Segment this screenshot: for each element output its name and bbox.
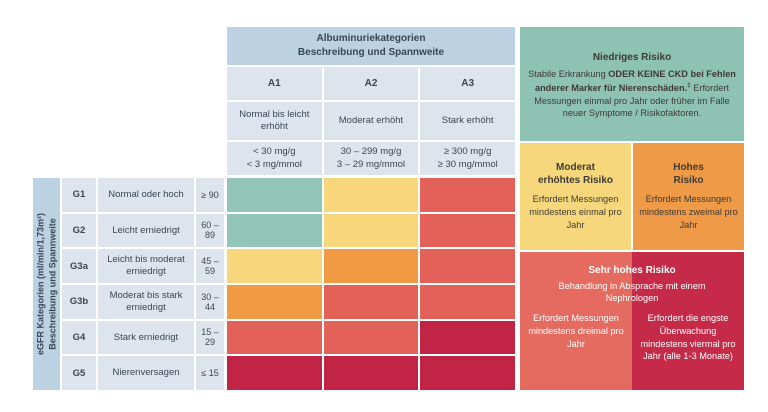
egfr-code-g1: G1 <box>62 178 96 212</box>
risk-cell-g4-a2 <box>324 321 419 355</box>
risk-cell-g3a-a3 <box>420 249 515 283</box>
egfr-code-g3a: G3a <box>62 249 96 283</box>
albuminuria-header-title <box>227 27 515 65</box>
risk-high-title <box>673 161 704 187</box>
range-a2-line1: 30 – 299 mg/g <box>340 145 402 157</box>
risk-cell-g5-a3 <box>420 356 515 390</box>
risk-low-body-bold: ODER KEINE CKD bei Fehlen anderer Marker für Nierenschäden. <box>534 68 736 93</box>
risk-cell-g2-a3 <box>420 214 515 248</box>
egfr-rows-table <box>62 178 224 390</box>
egfr-code-g4: G4 <box>62 321 96 355</box>
risk-panel-moderate <box>520 143 631 250</box>
egfr-range-g4: 15 – 29 <box>196 321 224 355</box>
risk-cell-g5-a2 <box>324 356 419 390</box>
albuminuria-code-a2: A2 <box>324 67 419 100</box>
risk-panel-low <box>520 27 744 141</box>
egfr-desc-g1: Normal oder hoch <box>98 178 194 212</box>
egfr-desc-g4: Stark erniedrigt <box>98 321 194 355</box>
albuminuria-desc-a2: Moderat erhöht <box>324 102 419 140</box>
risk-panel-high <box>633 143 744 250</box>
risk-cell-g1-a2 <box>324 178 419 212</box>
egfr-desc-g5: Nierenversagen <box>98 356 194 390</box>
risk-cell-g4-a1 <box>227 321 322 355</box>
albuminuria-code-a1: A1 <box>227 67 322 100</box>
risk-cell-g3b-a2 <box>324 285 419 319</box>
risk-very-high-subtitle: Behandlung in Absprache mit einem Nephrologen <box>558 281 706 304</box>
risk-cell-g2-a1 <box>227 214 322 248</box>
risk-cell-g2-a2 <box>324 214 419 248</box>
risk-cell-g3b-a3 <box>420 285 515 319</box>
albuminuria-desc-a1: Normal bis leicht erhöht <box>227 102 322 140</box>
egfr-header-bar <box>33 178 60 390</box>
egfr-code-g2: G2 <box>62 214 96 248</box>
egfr-desc-g2: Leicht erniedrigt <box>98 214 194 248</box>
albuminuria-range-a1 <box>227 142 322 175</box>
risk-cell-g3a-a2 <box>324 249 419 283</box>
risk-moderate-title-line2: erhöhtes Risiko <box>537 175 614 187</box>
range-a1-line1: < 30 mg/g <box>253 145 296 157</box>
risk-cell-g1-a1 <box>227 178 322 212</box>
risk-very-high-left-body: Erfordert Messungen mindestens dreimal pro Jahr <box>528 312 624 349</box>
very-high-columns <box>520 312 744 364</box>
egfr-header-title <box>33 178 60 390</box>
risk-moderate-title <box>538 161 613 187</box>
risk-high-body: Erfordert Messungen mindestens zweimal pro Jahr <box>639 194 738 230</box>
risk-cell-g3b-a1 <box>227 285 322 319</box>
albuminuria-code-row <box>227 67 515 100</box>
egfr-range-g5: ≤ 15 <box>196 356 224 390</box>
risk-high-title-line2: Risiko <box>673 175 704 187</box>
albuminuria-title-line1: Albuminuriekategorien <box>316 33 426 44</box>
egfr-code-g3b: G3b <box>62 285 96 319</box>
egfr-range-g1: ≥ 90 <box>196 178 224 212</box>
range-a2-line2: 3 – 29 mg/mmol <box>336 158 406 170</box>
risk-cell-g4-a3 <box>420 321 515 355</box>
risk-moderate-body: Erfordert Messungen mindestens einmal pro Jahr <box>529 194 622 230</box>
risk-low-footnote-mark: ‡ <box>687 81 691 89</box>
egfr-range-g3a: 45 – 59 <box>196 249 224 283</box>
egfr-range-g3b: 30 – 44 <box>196 285 224 319</box>
very-high-content <box>520 252 744 390</box>
risk-low-body <box>526 68 738 121</box>
egfr-title-line1: eGFR Kategorien (ml/min/1,73m²) <box>34 212 45 356</box>
albuminuria-description-row <box>227 102 515 140</box>
egfr-title-line2: Beschreibung und Spannweite <box>46 218 57 350</box>
albuminuria-desc-a3: Stark erhöht <box>420 102 515 140</box>
egfr-range-g2: 60 – 89 <box>196 214 224 248</box>
albuminuria-range-a2 <box>324 142 419 175</box>
risk-very-high-right-body: Erfordert die engste Überwachung mindestens viermal pro Jahr (alle 1-3 Monate) <box>640 312 736 362</box>
risk-cell-g5-a1 <box>227 356 322 390</box>
risk-panel-very-high <box>520 252 744 390</box>
risk-cell-g3a-a1 <box>227 249 322 283</box>
risk-high-title-line1: Hohes <box>673 162 704 174</box>
range-a3-line2: ≥ 30 mg/mmol <box>437 158 498 170</box>
egfr-desc-g3b: Moderat bis stark erniedrigt <box>98 285 194 319</box>
egfr-code-g5: G5 <box>62 356 96 390</box>
risk-low-body-rest: Erfordert Messungen einmal pro Jahr oder früher im Falle neuer Symptome / Risikofaktoren. <box>534 82 730 119</box>
risk-very-high-title: Sehr hohes Risiko <box>588 265 676 276</box>
range-a3-line1: ≥ 300 mg/g <box>443 145 492 157</box>
egfr-desc-g3a: Leicht bis moderat erniedrigt <box>98 249 194 283</box>
risk-low-title: Niedriges Risiko <box>592 51 672 63</box>
risk-cell-g1-a3 <box>420 178 515 212</box>
risk-moderate-title-line1: Moderat <box>556 162 595 174</box>
risk-heat-grid <box>227 178 515 390</box>
range-a1-line2: < 3 mg/mmol <box>246 158 302 170</box>
albuminuria-range-row <box>227 142 515 175</box>
albuminuria-title-line2: Beschreibung und Spannweite <box>297 47 445 58</box>
risk-low-body-intro: Stabile Erkrankung <box>528 68 609 79</box>
albuminuria-range-a3 <box>420 142 515 175</box>
albuminuria-code-a3: A3 <box>420 67 515 100</box>
